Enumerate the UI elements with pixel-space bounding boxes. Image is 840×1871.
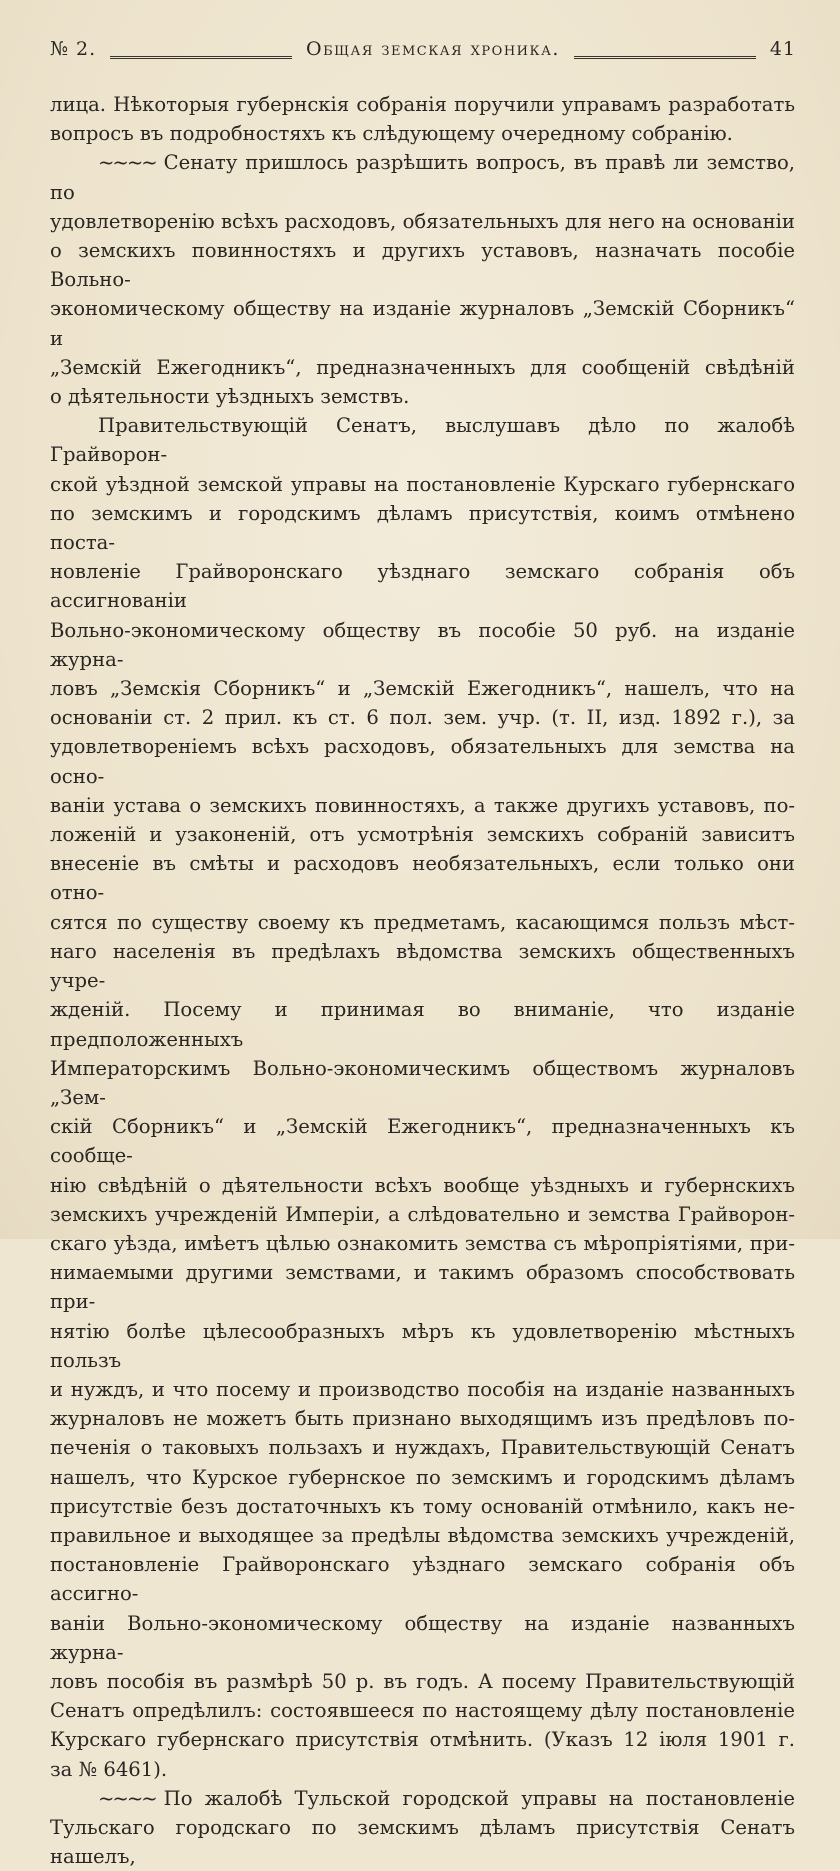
text-line xyxy=(50,1171,795,1200)
running-title: Общая земская хроника. xyxy=(306,38,560,60)
text-line xyxy=(50,1112,795,1170)
line-text: По жалобѣ Тульской городской управы на постановленіе xyxy=(163,1786,795,1810)
text-line xyxy=(50,1433,795,1462)
line-text: по земскимъ и городскимъ дѣламъ присутствія, коимъ отмѣнено поста- xyxy=(50,501,795,555)
text-line xyxy=(50,1755,795,1784)
text-line xyxy=(50,294,795,352)
line-text: вопросъ въ подробностяхъ къ слѣдующему очередному собранію. xyxy=(50,122,733,146)
text-line xyxy=(50,1813,795,1871)
line-text: нятію болѣе цѣлесообразныхъ мѣръ къ удовлетворенію мѣстныхъ пользъ xyxy=(50,1319,795,1372)
section-mark: ~~~~ xyxy=(98,151,156,175)
text-line xyxy=(50,1404,795,1433)
line-text: журналовъ не можетъ быть признано выходящимъ изъ предѣловъ по- xyxy=(50,1407,795,1431)
text-line xyxy=(50,90,795,119)
line-text: о земскихъ повинностяхъ и другихъ уставовъ, назначать пособіе Вольно- xyxy=(50,239,795,292)
text-line xyxy=(50,849,795,907)
text-line xyxy=(50,411,795,469)
line-text: Вольно-экономическому обществу въ пособіе 50 руб. на изданіе журна- xyxy=(50,618,795,671)
text-line xyxy=(50,616,795,674)
line-text: удовлетвореніемъ всѣхъ расходовъ, обязательныхъ для земства на осно- xyxy=(50,735,795,788)
line-text: новленіе Грайворонскаго уѣзднаго земскаго собранія объ ассигнованіи xyxy=(50,560,795,613)
text-line xyxy=(50,1375,795,1404)
line-text: Императорскимъ Вольно-экономическимъ обществомъ журналовъ „Зем- xyxy=(50,1056,795,1109)
line-text: ской уѣздной земской управы на постановленіе Курскаго губернскаго xyxy=(50,472,795,496)
line-text: скаго уѣзда, имѣетъ цѣлью ознакомить земства съ мѣропріятіями, при- xyxy=(50,1231,795,1255)
issue-number: № 2. xyxy=(50,38,97,60)
text-line xyxy=(50,674,795,703)
line-text: нію свѣдѣній о дѣятельности всѣхъ вообще уѣздныхъ и губернскихъ xyxy=(50,1173,795,1197)
line-text: ваніи устава о земскихъ повинностяхъ, а также другихъ уставовъ, по- xyxy=(50,793,795,817)
line-text: Курскаго губернскаго присутствія отмѣнить. (Указъ 12 іюля 1901 г. xyxy=(50,1728,795,1752)
running-header xyxy=(50,34,796,64)
text-line xyxy=(50,148,795,206)
text-line xyxy=(50,1550,795,1608)
line-text: сятся по существу своему къ предметамъ, касающимся пользъ мѣст- xyxy=(50,910,795,934)
line-text: и нуждъ, и что посему и производство пособія на изданіе названныхъ xyxy=(50,1377,795,1401)
text-line xyxy=(50,1609,795,1667)
text-line xyxy=(50,908,795,937)
text-line xyxy=(50,1200,795,1229)
text-line xyxy=(50,1317,795,1375)
line-text: ложеній и узаконеній, отъ усмотрѣнія земскихъ собраній зависитъ xyxy=(50,823,795,847)
body-text xyxy=(50,90,795,1871)
line-text: за № 6461). xyxy=(50,1757,168,1781)
line-text: Сенатъ опредѣлилъ: состоявшееся по настоящему дѣлу постановленіе xyxy=(50,1699,795,1723)
text-line xyxy=(50,995,795,1053)
line-text: ваніи Вольно-экономическому обществу на изданіе названныхъ журна- xyxy=(50,1611,795,1664)
text-line xyxy=(50,353,795,382)
text-line xyxy=(50,937,795,995)
text-line xyxy=(50,236,795,294)
text-line xyxy=(50,1784,795,1813)
line-text: нимаемыми другими земствами, и такимъ образомъ способствовать при- xyxy=(50,1261,795,1314)
page-number: 41 xyxy=(769,38,797,60)
text-line xyxy=(50,703,795,732)
line-text: присутствіе безъ достаточныхъ къ тому основаній отмѣнило, какъ не- xyxy=(50,1494,795,1518)
header-rule-left xyxy=(110,56,292,59)
line-text: Тульскаго городскаго по земскимъ дѣламъ присутствія Сенатъ нашелъ, xyxy=(50,1815,795,1869)
text-line xyxy=(50,820,795,849)
text-line xyxy=(50,1229,795,1258)
line-text: о дѣятельности уѣздныхъ земствъ. xyxy=(50,385,410,409)
text-line xyxy=(50,470,795,499)
header-rule-right xyxy=(574,56,756,59)
text-line xyxy=(50,1725,795,1754)
text-line xyxy=(50,791,795,820)
line-text: нашелъ, что Курское губернское по земскимъ и городскимъ дѣламъ xyxy=(50,1465,795,1489)
text-line xyxy=(50,1696,795,1725)
line-text: печенія о таковыхъ пользахъ и нуждахъ, Правительствующій Сенатъ xyxy=(50,1436,795,1460)
text-line xyxy=(50,732,795,790)
text-line xyxy=(50,207,795,236)
line-text: ловъ „Земскія Сборникъ“ и „Земскій Ежегодникъ“, нашелъ, что на xyxy=(50,677,795,701)
line-text: постановленіе Грайворонскаго уѣзднаго земскаго собранія объ ассигно- xyxy=(50,1553,795,1606)
line-text: удовлетворенію всѣхъ расходовъ, обязательныхъ для него на основаніи xyxy=(50,209,795,233)
text-line xyxy=(50,557,795,615)
line-text: лица. Нѣкоторыя губернскія собранія поручили управамъ разработать xyxy=(50,93,795,116)
text-line xyxy=(50,1463,795,1492)
line-text: жденій. Посему и принимая во вниманіе, что изданіе предположенныхъ xyxy=(50,998,795,1051)
text-line xyxy=(50,1258,795,1316)
text-line xyxy=(50,1492,795,1521)
line-text: Правительствующій Сенатъ, выслушавъ дѣло по жалобѣ Грайворон- xyxy=(50,414,795,467)
text-line xyxy=(50,1521,795,1550)
line-text: скій Сборникъ“ и „Земскій Ежегодникъ“, предназначенныхъ къ сообще- xyxy=(50,1115,795,1168)
line-text: земскихъ учрежденій Имперіи, а слѣдовательно и земства Грайворон- xyxy=(50,1202,795,1226)
line-text: внесеніе въ смѣты и расходовъ необязательныхъ, если только они отно- xyxy=(50,852,795,905)
text-line xyxy=(50,1054,795,1112)
section-mark: ~~~~ xyxy=(98,1786,156,1810)
text-line xyxy=(50,1667,795,1696)
line-text: основаніи ст. 2 прил. къ ст. 6 пол. зем. учр. (т. II, изд. 1892 г.), за xyxy=(50,706,795,730)
line-text: Сенату пришлось разрѣшить вопросъ, въ правѣ ли земство, по xyxy=(50,151,795,204)
line-text: правильное и выходящее за предѣлы вѣдомства земскихъ учрежденій, xyxy=(50,1523,795,1547)
text-line xyxy=(50,119,795,148)
line-text: экономическому обществу на изданіе журналовъ „Земскій Сборникъ“ и xyxy=(50,297,795,350)
line-text: наго населенія въ предѣлахъ вѣдомства земскихъ общественныхъ учре- xyxy=(50,939,795,993)
line-text: „Земскій Ежегодникъ“, предназначенныхъ для сообщеній свѣдѣній xyxy=(50,355,795,379)
text-line xyxy=(50,499,795,557)
text-line xyxy=(50,382,795,411)
line-text: ловъ пособія въ размѣрѣ 50 р. въ годъ. А посему Правительствующій xyxy=(50,1669,795,1693)
